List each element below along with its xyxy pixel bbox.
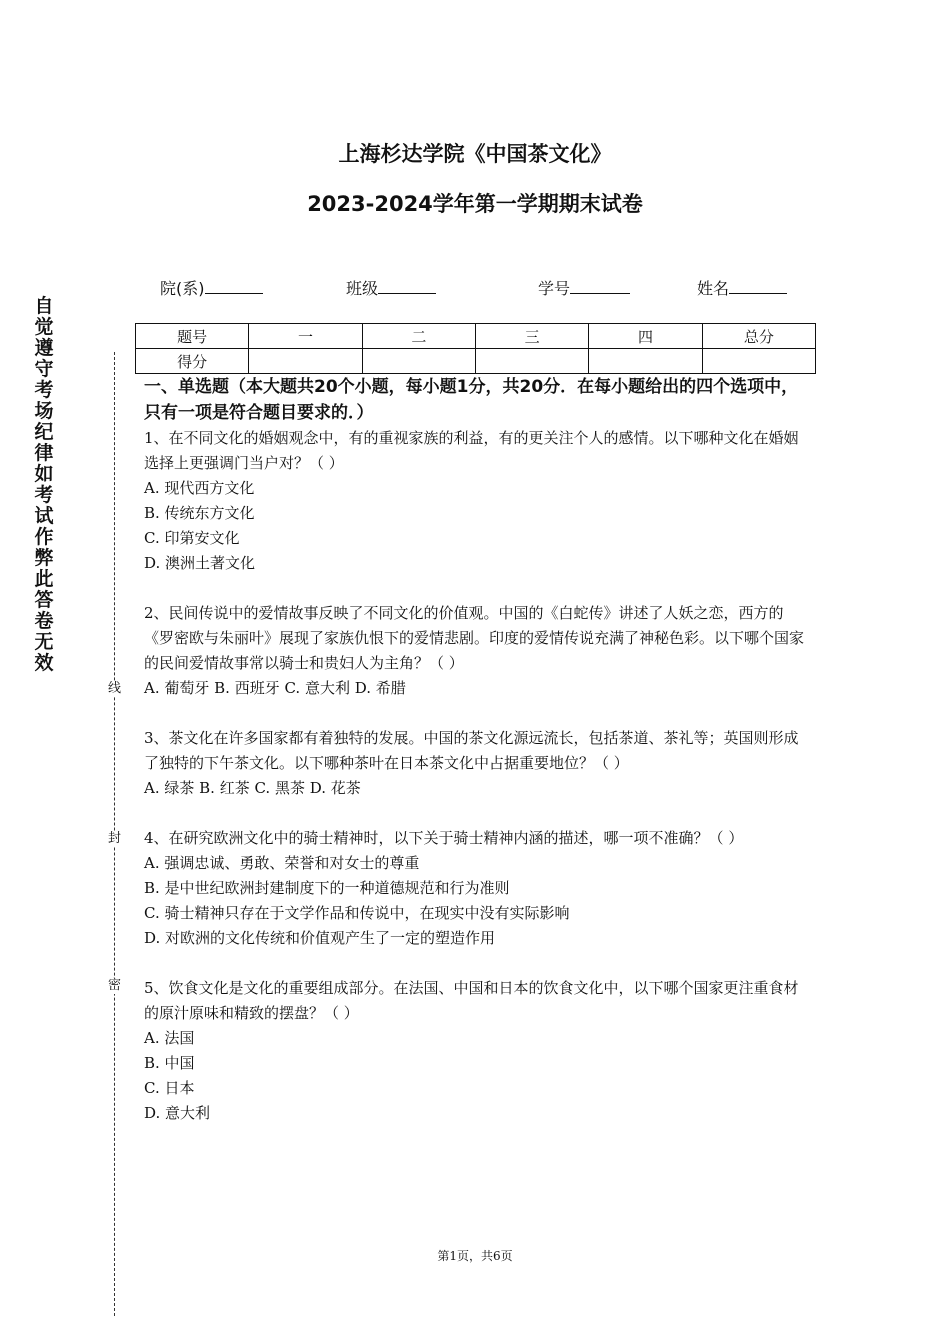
seal-char-xian: 线 (107, 681, 121, 696)
student-id-label: 学号 (538, 279, 571, 298)
student-id-field (538, 276, 630, 299)
question-option: A. 法国 (144, 1029, 195, 1047)
question (144, 726, 812, 801)
score-header-cell: 四 (589, 324, 702, 349)
score-cell[interactable] (362, 349, 475, 374)
question (144, 826, 812, 951)
class-blank[interactable] (378, 278, 436, 294)
dept-label: 院(系) (160, 279, 205, 298)
score-header-cell: 题号 (136, 324, 249, 349)
question-option: A. 现代西方文化 (144, 479, 255, 497)
question-option: C. 日本 (144, 1079, 195, 1097)
score-header-cell: 三 (475, 324, 588, 349)
score-header-cell: 二 (362, 324, 475, 349)
seal-char-feng: 封 (107, 831, 121, 846)
question-content (144, 374, 812, 1151)
class-label: 班级 (346, 279, 379, 298)
exam-subtitle: 2023-2024学年第一学期期末试卷 (307, 192, 643, 216)
name-field (697, 276, 787, 299)
class-field (346, 276, 436, 299)
dept-field (160, 276, 263, 299)
score-table-header-row (136, 324, 816, 349)
exam-discipline-notice: 自觉遵守考场纪律如考试作弊此答卷无效 (34, 295, 54, 674)
score-cell[interactable] (475, 349, 588, 374)
question (144, 426, 812, 576)
student-id-blank[interactable] (570, 278, 630, 294)
question-option: D. 对欧洲的文化传统和价值观产生了一定的塑造作用 (144, 929, 496, 947)
score-row-label: 得分 (136, 349, 249, 374)
seal-char-mi: 密 (107, 978, 121, 993)
score-header-cell: 总分 (702, 324, 815, 349)
question-text: 1、在不同文化的婚姻观念中，有的重视家族的利益，有的更关注个人的感情。以下哪种文化在婚姻选择上更强调门当户对？（ ） (144, 429, 799, 472)
score-table-score-row (136, 349, 816, 374)
question-text: 5、饮食文化是文化的重要组成部分。在法国、中国和日本的饮食文化中，以下哪个国家更注重食材的原汁原味和精致的摆盘？（ ） (144, 979, 799, 1022)
score-header-cell: 一 (249, 324, 362, 349)
score-cell[interactable] (702, 349, 815, 374)
name-blank[interactable] (729, 278, 787, 294)
score-table (135, 323, 816, 374)
score-cell[interactable] (249, 349, 362, 374)
question-text: 3、茶文化在许多国家都有着独特的发展。中国的茶文化源远流长，包括茶道、茶礼等；英国则形成了独特的下午茶文化。以下哪种茶叶在日本茶文化中占据重要地位？（ ） (144, 729, 799, 772)
question-option: B. 传统东方文化 (144, 504, 255, 522)
section-heading: 一、单选题（本大题共20个小题，每小题1分，共20分．在每小题给出的四个选项中，只有一项是符合题目要求的．） (144, 377, 799, 423)
question-option: D. 澳洲土著文化 (144, 554, 256, 572)
question-text: 4、在研究欧洲文化中的骑士精神时，以下关于骑士精神内涵的描述，哪一项不准确？（ ） (144, 829, 744, 847)
dept-blank[interactable] (205, 278, 263, 294)
question-option: B. 是中世纪欧洲封建制度下的一种道德规范和行为准则 (144, 879, 510, 897)
question-text: 2、民间传说中的爱情故事反映了不同文化的价值观。中国的《白蛇传》讲述了人妖之恋，西方的《罗密欧与朱丽叶》展现了家族仇恨下的爱情悲剧。印度的爱情传说充满了神秘色彩。以下哪个国家的民间爱情故事常以骑士和贵妇人为主角？（ ） (144, 604, 805, 672)
question-option: A. 葡萄牙 B. 西班牙 C. 意大利 D. 希腊 (144, 679, 406, 697)
question-option: A. 绿茶 B. 红茶 C. 黑茶 D. 花茶 (144, 779, 361, 797)
score-cell[interactable] (589, 349, 702, 374)
question (144, 976, 812, 1126)
question-option: D. 意大利 (144, 1104, 211, 1122)
question (144, 601, 812, 701)
name-label: 姓名 (697, 279, 730, 298)
question-option: B. 中国 (144, 1054, 195, 1072)
exam-title: 上海杉达学院《中国茶文化》 (338, 142, 612, 166)
page-number: 第1页，共6页 (437, 1249, 513, 1263)
question-option: C. 印第安文化 (144, 529, 240, 547)
question-option: A. 强调忠诚、勇敢、荣誉和对女士的尊重 (144, 854, 420, 872)
question-option: C. 骑士精神只存在于文学作品和传说中，在现实中没有实际影响 (144, 904, 570, 922)
